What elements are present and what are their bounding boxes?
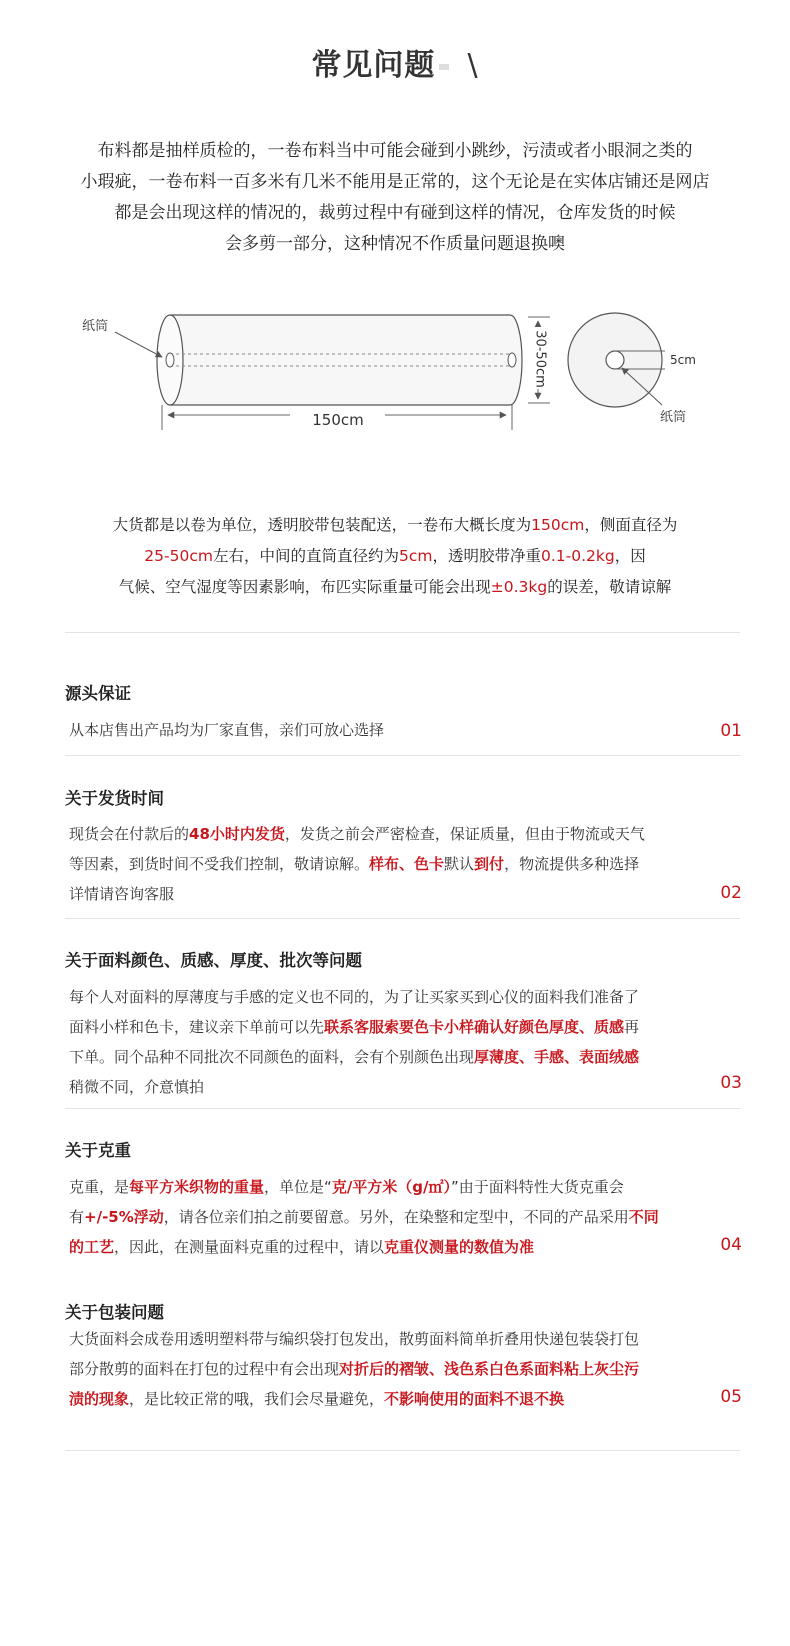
bulk-highlight: 25-50cm bbox=[144, 547, 213, 565]
section-text: 再 bbox=[624, 1018, 640, 1036]
section-number: 02 bbox=[720, 883, 742, 903]
roll-cylinder bbox=[157, 315, 522, 405]
bulk-line bbox=[60, 510, 730, 541]
intro-paragraph bbox=[60, 136, 730, 260]
section-body bbox=[69, 982, 699, 1102]
section-text: 部分散剪的面料在打包的过程中有会出现 bbox=[69, 1360, 340, 1378]
section-title: 关于面料颜色、质感、厚度、批次等问题 bbox=[65, 951, 362, 970]
section-text: 稍微不同，介意慎拍 bbox=[69, 1078, 205, 1096]
bulk-highlight: ±0.3kg bbox=[490, 578, 548, 596]
core-label: 5cm bbox=[670, 353, 696, 367]
bulk-text: 左右，中间的直筒直径约为 bbox=[212, 547, 399, 565]
section-line bbox=[69, 1202, 699, 1232]
section-title: 关于包装问题 bbox=[65, 1303, 164, 1322]
section-highlight: 厚薄度、手感、表面绒感 bbox=[474, 1048, 640, 1066]
section-text: 每个人对面料的厚薄度与手感的定义也不同的，为了让买家买到心仪的面料我们准备了 bbox=[69, 988, 640, 1006]
section-text: 等因素，到货时间不受我们控制，敬请谅解。 bbox=[69, 855, 370, 873]
section-highlight: 不影响使用的面料不退不换 bbox=[384, 1390, 565, 1408]
section-text: ，是比较正常的哦，我们会尽量避免， bbox=[129, 1390, 385, 1408]
divider bbox=[65, 918, 740, 919]
section-text: 从本店售出产品均为厂家直售，亲们可放心选择 bbox=[69, 721, 385, 739]
section-highlight: 48小时内发货 bbox=[189, 825, 285, 843]
section-text: 面料小样和色卡，建议亲下单前可以先 bbox=[69, 1018, 325, 1036]
section-text: 详情请咨询客服 bbox=[69, 885, 175, 903]
bulk-line bbox=[60, 572, 730, 603]
section-highlight: 联系客服索要色卡小样确认好颜色厚度、质感 bbox=[324, 1018, 625, 1036]
intro-line: 会多剪一部分，这种情况不作质量问题退换噢 bbox=[225, 234, 565, 254]
tube-label-right: 纸筒 bbox=[660, 410, 687, 425]
fabric-roll-diagram bbox=[0, 305, 790, 455]
section-body bbox=[69, 1324, 699, 1414]
bulk-text: ，侧面直径为 bbox=[584, 516, 678, 534]
section-number: 01 bbox=[720, 721, 742, 741]
section-line bbox=[69, 1172, 699, 1202]
divider bbox=[65, 1450, 740, 1451]
section-line bbox=[69, 849, 699, 879]
section-body bbox=[69, 715, 699, 745]
section-highlight: 对折后的褶皱、浅色系白色系面料粘上灰尘污 bbox=[339, 1360, 640, 1378]
bulk-text: ，透明胶带净重 bbox=[432, 547, 541, 565]
section-highlight: 样布、色卡 bbox=[369, 855, 445, 873]
section-text: 克重，是 bbox=[69, 1178, 130, 1196]
section-text: 下单。同个品种不同批次不同颜色的面料，会有个别颜色出现 bbox=[69, 1048, 475, 1066]
bulk-highlight: 0.1-0.2kg bbox=[540, 547, 615, 565]
tube-pointer-left bbox=[115, 332, 162, 357]
bulk-line bbox=[60, 541, 730, 572]
section-highlight: 不同 bbox=[628, 1208, 659, 1226]
intro-line: 小瑕疵，一卷布料一百多米有几米不能用是正常的，这个无论是在实体店铺还是网店 bbox=[80, 172, 710, 192]
section-text: 有 bbox=[69, 1208, 85, 1226]
page-title bbox=[0, 40, 790, 84]
title-slash: \ bbox=[467, 48, 479, 83]
section-line bbox=[69, 1012, 699, 1042]
bulk-info bbox=[60, 510, 730, 603]
section-number: 05 bbox=[720, 1387, 742, 1407]
bulk-text: ，因 bbox=[614, 547, 646, 565]
divider bbox=[65, 632, 740, 633]
length-label: 150cm bbox=[312, 411, 364, 429]
section-body bbox=[69, 819, 699, 909]
page-title-text: 常见问题 bbox=[311, 48, 436, 83]
section-text: 大货面料会成卷用透明塑料带与编织袋打包发出，散剪面料简单折叠用快递包装袋打包 bbox=[69, 1330, 640, 1348]
section-highlight: 克重仪测量的数值为准 bbox=[384, 1238, 535, 1256]
section-title: 源头保证 bbox=[65, 684, 131, 703]
section-title: 关于发货时间 bbox=[65, 789, 164, 808]
bulk-highlight: 5cm bbox=[398, 547, 433, 565]
section-highlight: 到付 bbox=[474, 855, 505, 873]
section-highlight: +/-5%浮动 bbox=[84, 1208, 164, 1226]
roll-side-view bbox=[568, 313, 665, 407]
section-highlight: 克/平方米（g/㎡） bbox=[331, 1178, 452, 1196]
section-line bbox=[69, 1232, 699, 1262]
divider bbox=[65, 755, 740, 756]
tube-label-left: 纸筒 bbox=[82, 319, 109, 334]
section-line bbox=[69, 1354, 699, 1384]
section-number: 03 bbox=[720, 1073, 742, 1093]
title-decoration bbox=[439, 64, 449, 70]
section-number: 04 bbox=[720, 1235, 742, 1255]
section-text: ，发货之前会严密检查，保证质量，但由于物流或天气 bbox=[284, 825, 645, 843]
section-highlight: 的工艺 bbox=[69, 1238, 115, 1256]
section-text: ，因此，在测量面料克重的过程中，请以 bbox=[114, 1238, 385, 1256]
section-text: ，单位是“ bbox=[264, 1178, 332, 1196]
section-text: ，物流提供多种选择 bbox=[504, 855, 640, 873]
section-text: 默认 bbox=[444, 855, 475, 873]
section-highlight: 渍的现象 bbox=[69, 1390, 130, 1408]
bulk-text: 气候、空气湿度等因素影响，布匹实际重量可能会出现 bbox=[118, 578, 491, 596]
section-text: ，请各位亲们拍之前要留意。另外，在染整和定型中，不同的产品采用 bbox=[163, 1208, 629, 1226]
section-text: 现货会在付款后的 bbox=[69, 825, 190, 843]
bulk-text: 大货都是以卷为单位，透明胶带包装配送，一卷布大概长度为 bbox=[112, 516, 532, 534]
section-line bbox=[69, 1384, 699, 1414]
section-body bbox=[69, 1172, 699, 1262]
section-highlight: 每平方米织物的重量 bbox=[129, 1178, 265, 1196]
section-line bbox=[69, 819, 699, 849]
section-text: ”由于面料特性大货克重会 bbox=[451, 1178, 624, 1196]
intro-line: 布料都是抽样质检的，一卷布料当中可能会碰到小跳纱，污渍或者小眼洞之类的 bbox=[97, 141, 693, 161]
section-title: 关于克重 bbox=[65, 1141, 131, 1160]
diameter-label: 30-50cm bbox=[532, 330, 548, 388]
bulk-text: 的误差，敬请谅解 bbox=[547, 578, 672, 596]
divider bbox=[65, 1108, 740, 1109]
section-line bbox=[69, 1042, 699, 1072]
bulk-highlight: 150cm bbox=[531, 516, 585, 534]
intro-line: 都是会出现这样的情况的，裁剪过程中有碰到这样的情况，仓库发货的时候 bbox=[114, 203, 676, 223]
